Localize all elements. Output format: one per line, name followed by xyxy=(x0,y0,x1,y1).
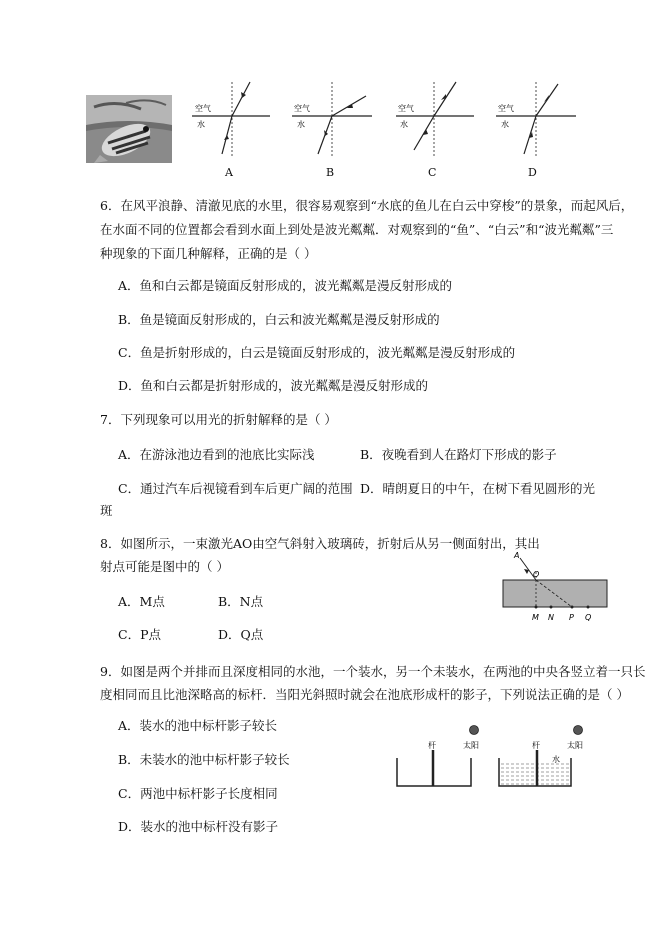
q8-stem-line-1: 8．如图所示，一束激光AO由空气斜射入玻璃砖，折射后从另一侧面射出，其出 xyxy=(100,536,540,551)
pole-label-left: 杆 xyxy=(428,741,436,750)
q6-stem-line-1: 6．在风平浪静、清澈见底的水里，很容易观察到“水底的鱼儿在白云中穿梭”的景象，而起风后， xyxy=(100,198,634,213)
sun-label-right: 太阳 xyxy=(567,741,583,750)
point-p-label: P xyxy=(569,613,574,622)
q6-stem-line-2: 在水面不同的位置都会看到水面上到处是波光粼粼．对观察到的“鱼”、“白云”和“波光粼粼”三 xyxy=(100,222,614,237)
q7-option-a: A．在游泳池边看到的池底比实际浅 xyxy=(118,447,315,462)
q9-stem-line-2: 度相同而且比池深略高的标杆．当阳光斜照时就会在池底形成杆的影子，下列说法正确的是（ ） xyxy=(100,687,629,702)
point-n-label: N xyxy=(548,613,554,622)
q8-stem-line-2: 射点可能是图中的（ ） xyxy=(100,559,229,574)
q6-option-d: D．鱼和白云都是折射形成的，波光粼粼是漫反射形成的 xyxy=(118,378,429,393)
q7-option-d-wrap: 斑 xyxy=(100,503,113,518)
point-m-label: M xyxy=(532,613,539,622)
diagram-label-d: D xyxy=(528,166,537,179)
q6-option-b: B．鱼是镜面反射形成的，白云和波光粼粼是漫反射形成的 xyxy=(118,312,440,327)
q9-stem-line-1: 9．如图是两个并排而且深度相同的水池，一个装水，另一个未装水，在两池的中央各竖立着一只长 xyxy=(100,664,646,679)
q9-option-b: B．未装水的池中标杆影子较长 xyxy=(118,752,290,767)
q7-option-b: B．夜晚看到人在路灯下形成的影子 xyxy=(360,447,557,462)
q8-option-c: C．P点 xyxy=(118,627,161,642)
q7-option-d: D．晴朗夏日的中午，在树下看见圆形的光 xyxy=(360,481,596,496)
q6-option-a: A．鱼和白云都是镜面反射形成的，波光粼粼是漫反射形成的 xyxy=(118,278,453,293)
point-a-label: A xyxy=(514,551,520,560)
diagram-label-a: A xyxy=(225,166,233,179)
glass-brick-figure xyxy=(500,550,610,626)
q7-option-c: C．通过汽车后视镜看到车后更广阔的范围 xyxy=(118,481,353,496)
q8-option-b: B．N点 xyxy=(218,594,264,609)
water-label: 水 xyxy=(501,120,509,129)
pole-label-right: 杆 xyxy=(532,741,540,750)
q9-option-d: D．装水的池中标杆没有影子 xyxy=(118,819,279,834)
q6-option-c: C．鱼是折射形成的，白云是镜面反射形成的，波光粼粼是漫反射形成的 xyxy=(118,345,516,360)
refraction-diagram-a xyxy=(192,78,270,160)
air-label: 空气 xyxy=(498,104,514,113)
air-label: 空气 xyxy=(294,104,310,113)
diagram-label-b: B xyxy=(326,166,335,179)
sun-label-left: 太阳 xyxy=(463,741,479,750)
pools-figure xyxy=(393,720,593,790)
diagram-label-c: C xyxy=(428,166,437,179)
refraction-diagram-b xyxy=(292,78,372,160)
point-q-label: Q xyxy=(585,613,592,622)
air-label: 空气 xyxy=(398,104,414,113)
refraction-diagram-c xyxy=(396,78,474,160)
q9-option-c: C．两池中标杆影子长度相同 xyxy=(118,786,278,801)
point-o-label: O xyxy=(533,570,540,579)
water-label: 水 xyxy=(197,120,205,129)
q9-option-a: A．装水的池中标杆影子较长 xyxy=(118,718,278,733)
q8-option-d: D．Q点 xyxy=(218,627,264,642)
water-label: 水 xyxy=(297,120,305,129)
refraction-diagram-d xyxy=(496,78,576,160)
fish-photo xyxy=(86,95,172,163)
q8-option-a: A．M点 xyxy=(118,594,165,609)
air-label: 空气 xyxy=(195,104,211,113)
q7-stem: 7．下列现象可以用光的折射解释的是（ ） xyxy=(100,412,337,427)
q6-stem-line-3: 种现象的下面几种解释，正确的是（ ） xyxy=(100,246,317,261)
water-label: 水 xyxy=(552,755,560,764)
water-label: 水 xyxy=(400,120,408,129)
